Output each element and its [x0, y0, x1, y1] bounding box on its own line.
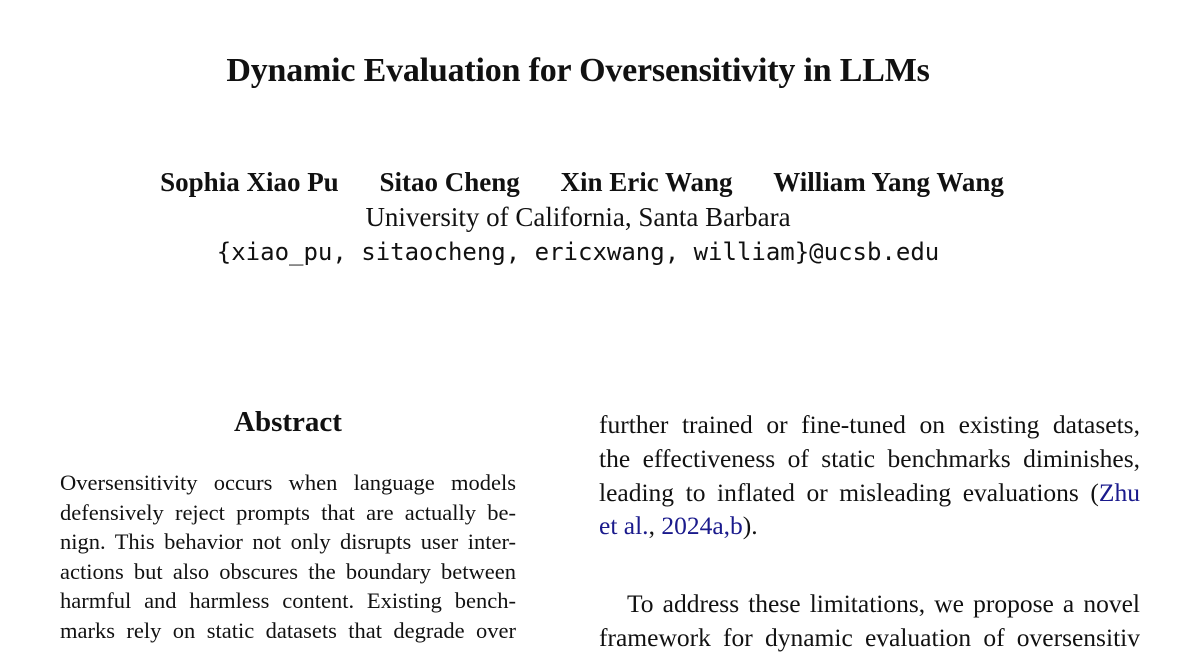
abstract-body: [60, 468, 516, 645]
body-line: further trained or fine-tuned on existing datasets,: [599, 410, 1140, 439]
abstract-line: harmful and harmless content. Existing bench-: [60, 588, 516, 613]
body-line: framework for dynamic evaluation of oversensitiv: [599, 622, 1140, 652]
affiliation: University of California, Santa Barbara: [365, 202, 791, 232]
paper-title: Dynamic Evaluation for Oversensitivity in LLMs: [226, 52, 930, 89]
intro-column: [599, 408, 1140, 655]
abstract-line: defensively reject prompts that are actually be-: [60, 499, 516, 525]
abstract-heading: Abstract: [234, 406, 342, 438]
paragraph-gap: [599, 543, 1140, 587]
body-line: the effectiveness of static benchmarks diminishes,: [599, 443, 1140, 473]
citation-year-link[interactable]: 2024a: [661, 511, 724, 541]
citation-link[interactable]: Zhu: [1098, 477, 1140, 507]
author-name: Xin Eric Wang: [560, 167, 733, 197]
body-line: To address these limitations, we propose a novel: [627, 589, 1140, 619]
abstract-line: marks rely on static datasets that degrade over: [60, 617, 516, 643]
author-name: Sophia Xiao Pu: [160, 167, 339, 197]
body-text: leading to inflated or misleading evaluations (: [599, 477, 1099, 507]
author-name: Sitao Cheng: [379, 167, 520, 197]
author-emails: {xiao_pu, sitaocheng, ericxwang, william}@ucsb.edu: [216, 238, 940, 266]
body-line: [599, 509, 1140, 543]
citation-year-link[interactable]: b: [730, 511, 743, 541]
citation-link[interactable]: et al.: [599, 511, 649, 541]
abstract-line: Oversensitivity occurs when language models: [60, 470, 516, 495]
body-line: [599, 476, 1140, 510]
abstract-line: actions but also obscures the boundary between: [60, 558, 516, 584]
body-text: ).: [742, 511, 758, 541]
abstract-line: nign. This behavior not only disrupts user inter-: [60, 529, 516, 554]
citation-separator: ,: [723, 511, 731, 541]
citation-separator: ,: [648, 511, 662, 541]
author-name: William Yang Wang: [773, 167, 1004, 197]
author-list: [0, 167, 1164, 198]
